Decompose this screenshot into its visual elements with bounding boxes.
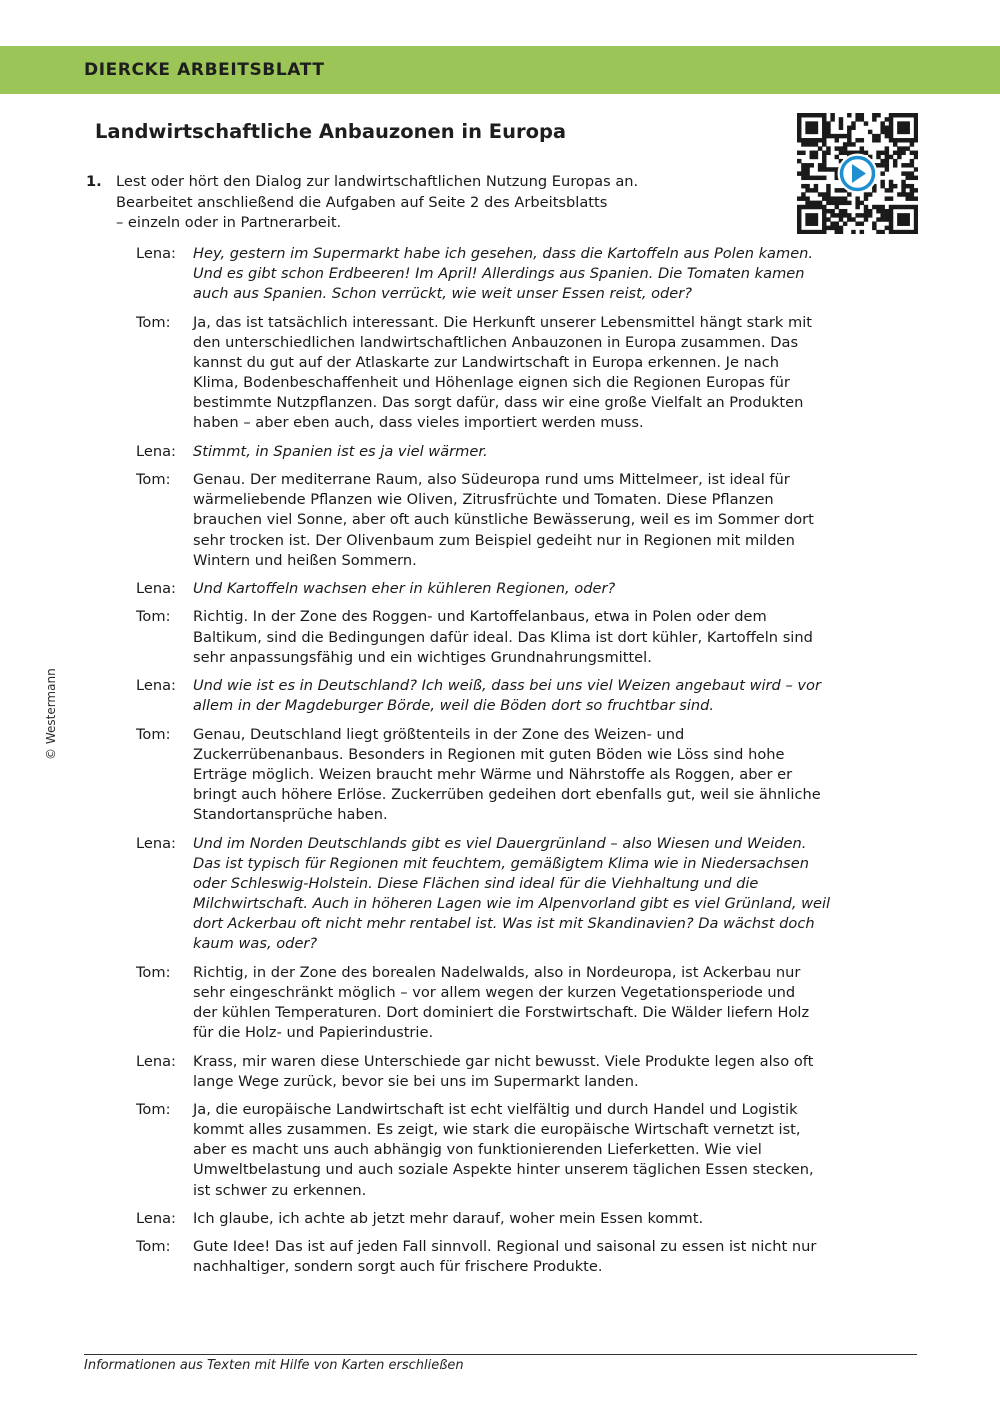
speaker-label: Tom: [136,725,171,743]
dialog-text: Richtig. In der Zone des Roggen- und Kartoffelanbaus, etwa in Polen oder dem Baltikum, sind die Bedingungen dafür ideal. Das Klima ist dort kühler, Kartoffeln sind sehr anpassungsfähig und ein wichtiges Grundnahrungsmittel. [193,608,813,666]
footer-caption: Informationen aus Texten mit Hilfe von Karten erschließen [84,1358,464,1373]
dialog-text: Genau. Der mediterrane Raum, also Südeuropa rund ums Mittelmeer, ist ideal für wärmeliebende Pflanzen wie Oliven, Zitrusfrüchte und Tomaten. Diese Pflanzen brauchen viel Sonne, aber oft auch künstliche Bewässerung, weil es im Sommer dort sehr trocken ist. Der Olivenbaum zum Beispiel gedeiht nur in Regionen mit milden Wintern und heißen Sommern. [193,471,814,569]
dialog-text: Ja, das ist tatsächlich interessant. Die Herkunft unserer Lebensmittel hängt stark mit den unterschiedlichen landwirtschaftlichen Anbauzonen in Europa zusammen. Das kannst du gut auf der Atlaskarte zur Landwirtschaft in Europa erkennen. Je nach Klima, Bodenbeschaffenheit und Höhenlage eignen sich die Regionen Europas für bestimmte Nutzpflanzen. Das sorgt dafür, dass wir eine große Vielfalt an Produkten haben – aber eben auch, dass vieles importiert werden muss. [193,313,813,432]
dialog-turn [136,579,856,599]
copyright-notice: © Westermann [44,668,58,760]
speaker-label: Tom: [136,1238,171,1256]
dialog-text: Und Kartoffeln wachsen eher in kühleren Regionen, oder? [193,580,616,598]
dialog-text: Stimmt, in Spanien ist es ja viel wärmer. [193,442,488,460]
dialog-turn [136,607,856,667]
dialog-text: Ja, die europäische Landwirtschaft ist echt vielfältig und durch Handel und Logistik kommt alles zusammen. Es zeigt, wie stark die europäische Wirtschaft vernetzt ist, aber es macht uns auch abhängig von funktionierenden Lieferketten. Wie viel Umweltbelastung und auch soziale Aspekte hinter unserem täglichen Essen stecken, ist schwer zu erkennen. [193,1101,814,1199]
speaker-label: Lena: [136,580,176,598]
dialog-turn [136,1052,856,1092]
header-banner [0,46,1000,94]
speaker-label: Tom: [136,1101,171,1118]
dialog-turn [136,725,856,826]
dialog [136,244,856,1286]
task-number: 1. [86,173,102,190]
banner-title: DIERCKE ARBEITSBLATT [84,60,325,80]
speaker-label: Tom: [136,963,171,981]
worksheet-title: Landwirtschaftliche Anbauzonen in Europa [95,120,567,143]
dialog-turn [136,676,856,716]
speaker-label: Lena: [136,1052,176,1070]
dialog-text: Genau, Deutschland liegt größtenteils in der Zone des Weizen- und Zuckerrübenanbaus. Besonders in Regionen mit guten Böden wie Löss sind hohe Erträge möglich. Weizen braucht mehr Wärme und Nährstoffe als Roggen, aber er bringt auch höhere Erlöse. Zuckerrüben gedeihen dort ebenfalls gut, weil sie ähnliche Standortansprüche haben. [193,725,821,824]
task-instruction: Lest oder hört den Dialog zur landwirtschaftlichen Nutzung Europas an. Bearbeitet anschließend die Aufgaben auf Seite 2 des Arbeitsblatts – einzeln oder in Partnerarbeit. [116,173,639,231]
dialog-text: Gute Idee! Das ist auf jeden Fall sinnvoll. Regional und saisonal zu essen ist nicht nur nachhaltiger, sondern sorgt auch für frischere Produkte. [193,1238,817,1276]
dialog-turn [136,1237,856,1277]
dialog-turn [136,313,856,434]
dialog-turn [136,442,856,462]
speaker-label: Tom: [136,608,171,626]
dialog-turn [136,470,856,571]
speaker-label: Tom: [136,313,171,331]
dialog-text: Und im Norden Deutschlands gibt es viel Dauergrünland – also Wiesen und Weiden. Das ist typisch für Regionen mit feuchtem, gemäßigtem Klima wie in Niedersachsen oder Schleswig-Holstein. Diese Flächen sind ideal für die Viehhaltung und die Milchwirtschaft. Auch in höheren Lagen wie im Alpenvorland gibt es viel Grünland, weil dort Ackerbau oft nicht mehr rentabel ist. Was ist mit Skandinavien? Da wächst doch kaum was, oder? [193,834,831,953]
footer-divider [84,1354,917,1355]
speaker-label: Lena: [136,677,176,695]
dialog-text: Richtig, in der Zone des borealen Nadelwalds, also in Nordeuropa, ist Ackerbau nur sehr eingeschränkt möglich – vor allem wegen der kurzen Vegetationsperiode und der kühlen Temperaturen. Dort dominiert die Forstwirtschaft. Die Wälder liefern Holz für die Holz- und Papierindustrie. [193,963,810,1042]
dialog-text: Hey, gestern im Supermarkt habe ich gesehen, dass die Kartoffeln aus Polen kamen. Und es gibt schon Erdbeeren! Im April! Allerdings aus Spanien. Die Tomaten kamen auch aus Spanien. Schon verrückt, wie weit unser Essen reist, oder? [193,245,814,303]
qr-code-icon[interactable] [797,113,918,234]
dialog-turn [136,1209,856,1229]
dialog-text: Ich glaube, ich achte ab jetzt mehr darauf, woher mein Essen kommt. [193,1209,704,1227]
speaker-label: Tom: [136,471,171,489]
speaker-label: Lena: [136,1209,176,1227]
dialog-text: Krass, mir waren diese Unterschiede gar nicht bewusst. Viele Produkte legen also oft lange Wege zurück, bevor sie bei uns im Supermarkt landen. [193,1052,814,1090]
speaker-label: Lena: [136,245,176,262]
dialog-turn [136,834,856,955]
dialog-turn [136,244,856,304]
speaker-label: Lena: [136,834,176,852]
dialog-text: Und wie ist es in Deutschland? Ich weiß, dass bei uns viel Weizen angebaut wird – vor allem in der Magdeburger Börde, weil die Böden dort so fruchtbar sind. [193,677,821,715]
dialog-turn [136,963,856,1044]
speaker-label: Lena: [136,442,176,460]
dialog-turn [136,1100,856,1201]
